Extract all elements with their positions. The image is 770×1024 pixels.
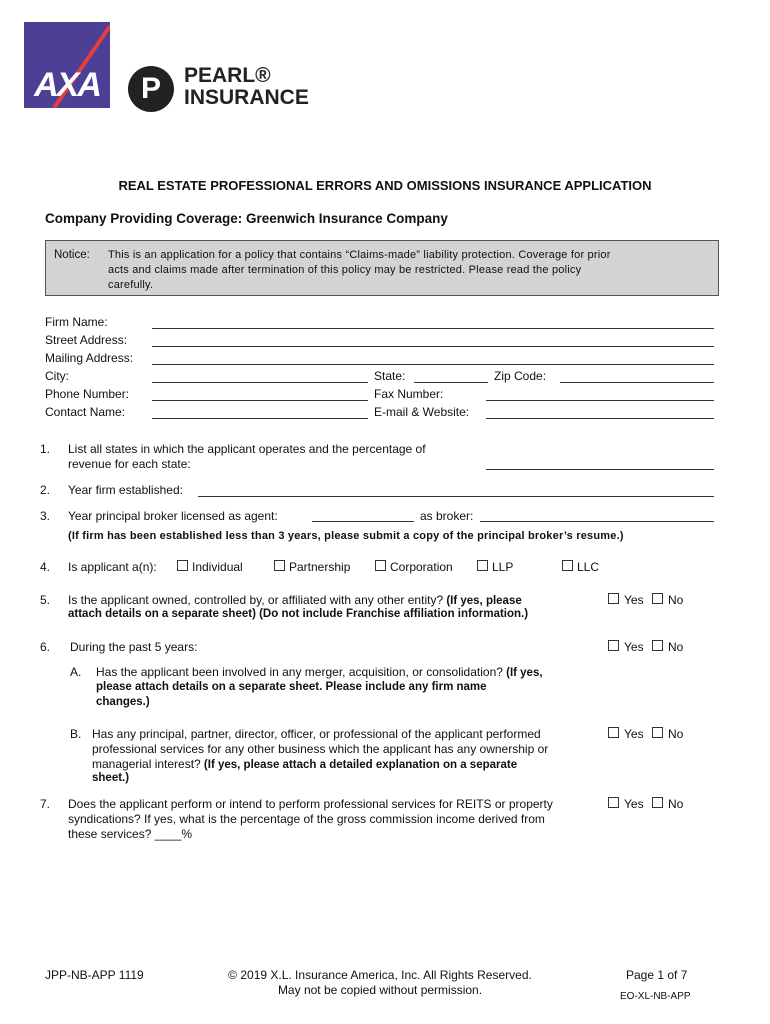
q7-yes-checkbox[interactable] <box>608 797 619 808</box>
q7-text-line3: these services? ____% <box>68 827 193 841</box>
phone-number-label: Phone Number: <box>45 387 130 401</box>
mailing-address-label: Mailing Address: <box>45 351 134 365</box>
notice-box <box>45 240 719 296</box>
city-field[interactable] <box>152 382 368 383</box>
q6b-text-line2: professional services for any other business which the applicant has any ownership or <box>92 742 549 756</box>
broker-year-field[interactable] <box>480 521 714 522</box>
llp-label: LLP <box>492 560 514 574</box>
q7-number: 7. <box>40 797 51 811</box>
q6b-yes-checkbox[interactable] <box>608 727 619 738</box>
q7-text-line2: syndications? If yes, what is the percentage of the gross commission income derived from <box>68 812 545 826</box>
q6b-no-checkbox[interactable] <box>652 727 663 738</box>
notice-line-1: This is an application for a policy that contains “Claims-made” liability protection. Coverage for prior <box>108 249 611 261</box>
q1-number: 1. <box>40 442 51 456</box>
year-established-field[interactable] <box>198 496 714 497</box>
state-label: State: <box>374 369 406 383</box>
q5-yes-label: Yes <box>624 593 644 607</box>
fax-number-field[interactable] <box>486 400 714 401</box>
q4-number: 4. <box>40 560 51 574</box>
q6a-text-line1 <box>96 665 543 679</box>
q6a-text-line2: please attach details on a separate sheet. Please include any firm name <box>96 681 487 693</box>
partnership-label: Partnership <box>289 560 351 574</box>
q2-text: Year firm established: <box>68 483 183 497</box>
footer-copyright-line2: May not be copied without permission. <box>277 983 483 997</box>
q3-text: Year principal broker licensed as agent: <box>68 509 278 523</box>
q6a-text-line3: changes.) <box>96 696 150 708</box>
firm-name-field[interactable] <box>152 328 714 329</box>
llc-checkbox[interactable] <box>562 560 573 571</box>
q6a-text-bold: (If yes, <box>502 667 543 679</box>
q6-no-checkbox[interactable] <box>652 640 663 651</box>
firm-name-label: Firm Name: <box>45 315 108 329</box>
q6-no-label: No <box>668 640 684 654</box>
corporation-label: Corporation <box>390 560 453 574</box>
q5-text-line2: attach details on a separate sheet) (Do not include Franchise affiliation information.) <box>68 608 529 620</box>
q5-yes-checkbox[interactable] <box>608 593 619 604</box>
city-label: City: <box>45 369 69 383</box>
q3-number: 3. <box>40 509 51 523</box>
llp-checkbox[interactable] <box>477 560 488 571</box>
phone-number-field[interactable] <box>152 400 368 401</box>
company-line: Company Providing Coverage: Greenwich Insurance Company <box>45 211 448 226</box>
q6a-letter: A. <box>70 665 82 679</box>
footer-copyright: © 2019 X.L. Insurance America, Inc. All Rights Reserved. <box>228 968 532 982</box>
q6b-text-bold: (If yes, please attach a detailed explanation on a separate <box>200 759 518 771</box>
zip-code-label: Zip Code: <box>494 369 547 383</box>
q5-text-plain: Is the applicant owned, controlled by, or affiliated with any other entity? <box>68 593 444 607</box>
q7-text-line1: Does the applicant perform or intend to perform professional services for REITS or property <box>68 797 553 811</box>
q6b-text-line1: Has any principal, partner, director, officer, or professional of the applicant performed <box>92 727 541 741</box>
email-website-label: E-mail & Website: <box>374 405 470 419</box>
q5-no-checkbox[interactable] <box>652 593 663 604</box>
footer-form-code: JPP-NB-APP 1119 <box>45 968 144 982</box>
q5-no-label: No <box>668 593 684 607</box>
q6b-yes-label: Yes <box>624 727 644 741</box>
street-address-label: Street Address: <box>45 333 128 347</box>
footer-sub-code: EO-XL-NB-APP <box>620 991 691 1002</box>
as-broker-label: as broker: <box>420 509 474 523</box>
q3-note: (If firm has been established less than 3 years, please submit a copy of the principal broker’s resume.) <box>68 530 624 542</box>
q6b-no-label: No <box>668 727 684 741</box>
footer-page-number: Page 1 of 7 <box>626 968 688 982</box>
q6-yes-checkbox[interactable] <box>608 640 619 651</box>
q5-text-line1 <box>68 593 522 607</box>
pearl-badge: P <box>128 66 174 112</box>
q6b-text-line3 <box>92 757 517 771</box>
q6-number: 6. <box>40 640 51 654</box>
q6a-text-plain: Has the applicant been involved in any merger, acquisition, or consolidation? <box>96 665 503 679</box>
llc-label: LLC <box>577 560 600 574</box>
state-field[interactable] <box>414 382 488 383</box>
pearl-wordmark-line2: INSURANCE <box>184 86 309 109</box>
q7-no-checkbox[interactable] <box>652 797 663 808</box>
q1-text-line2: revenue for each state: <box>68 457 191 471</box>
notice-line-3: carefully. <box>108 279 154 291</box>
individual-label: Individual <box>192 560 243 574</box>
q6b-text-line4: sheet.) <box>92 772 130 784</box>
q5-number: 5. <box>40 593 51 607</box>
q5-text-bold: (If yes, please <box>443 595 522 607</box>
q2-number: 2. <box>40 483 51 497</box>
contact-name-field[interactable] <box>152 418 368 419</box>
contact-name-label: Contact Name: <box>45 405 126 419</box>
notice-label: Notice: <box>54 249 90 261</box>
q6b-text-plain: managerial interest? <box>92 757 201 771</box>
agent-year-field[interactable] <box>312 521 414 522</box>
q6-yes-label: Yes <box>624 640 644 654</box>
fax-number-label: Fax Number: <box>374 387 444 401</box>
pearl-wordmark-line1: PEARL® <box>184 64 271 87</box>
q1-answer-field[interactable] <box>486 469 714 470</box>
street-address-field[interactable] <box>152 346 714 347</box>
email-website-field[interactable] <box>486 418 714 419</box>
corporation-checkbox[interactable] <box>375 560 386 571</box>
q1-text-line1: List all states in which the applicant operates and the percentage of <box>68 442 426 456</box>
mailing-address-field[interactable] <box>152 364 714 365</box>
individual-checkbox[interactable] <box>177 560 188 571</box>
q7-yes-label: Yes <box>624 797 644 811</box>
partnership-checkbox[interactable] <box>274 560 285 571</box>
q7-no-label: No <box>668 797 684 811</box>
axa-logo-text: AXA <box>34 66 100 104</box>
q6-text: During the past 5 years: <box>70 640 198 654</box>
q4-text: Is applicant a(n): <box>68 560 157 574</box>
axa-logo <box>24 22 110 108</box>
zip-code-field[interactable] <box>560 382 714 383</box>
q6b-letter: B. <box>70 727 82 741</box>
document-title: REAL ESTATE PROFESSIONAL ERRORS AND OMISSIONS INSURANCE APPLICATION <box>118 178 652 193</box>
notice-line-2: acts and claims made after termination of this policy may be restricted. Please read the policy <box>108 264 582 276</box>
